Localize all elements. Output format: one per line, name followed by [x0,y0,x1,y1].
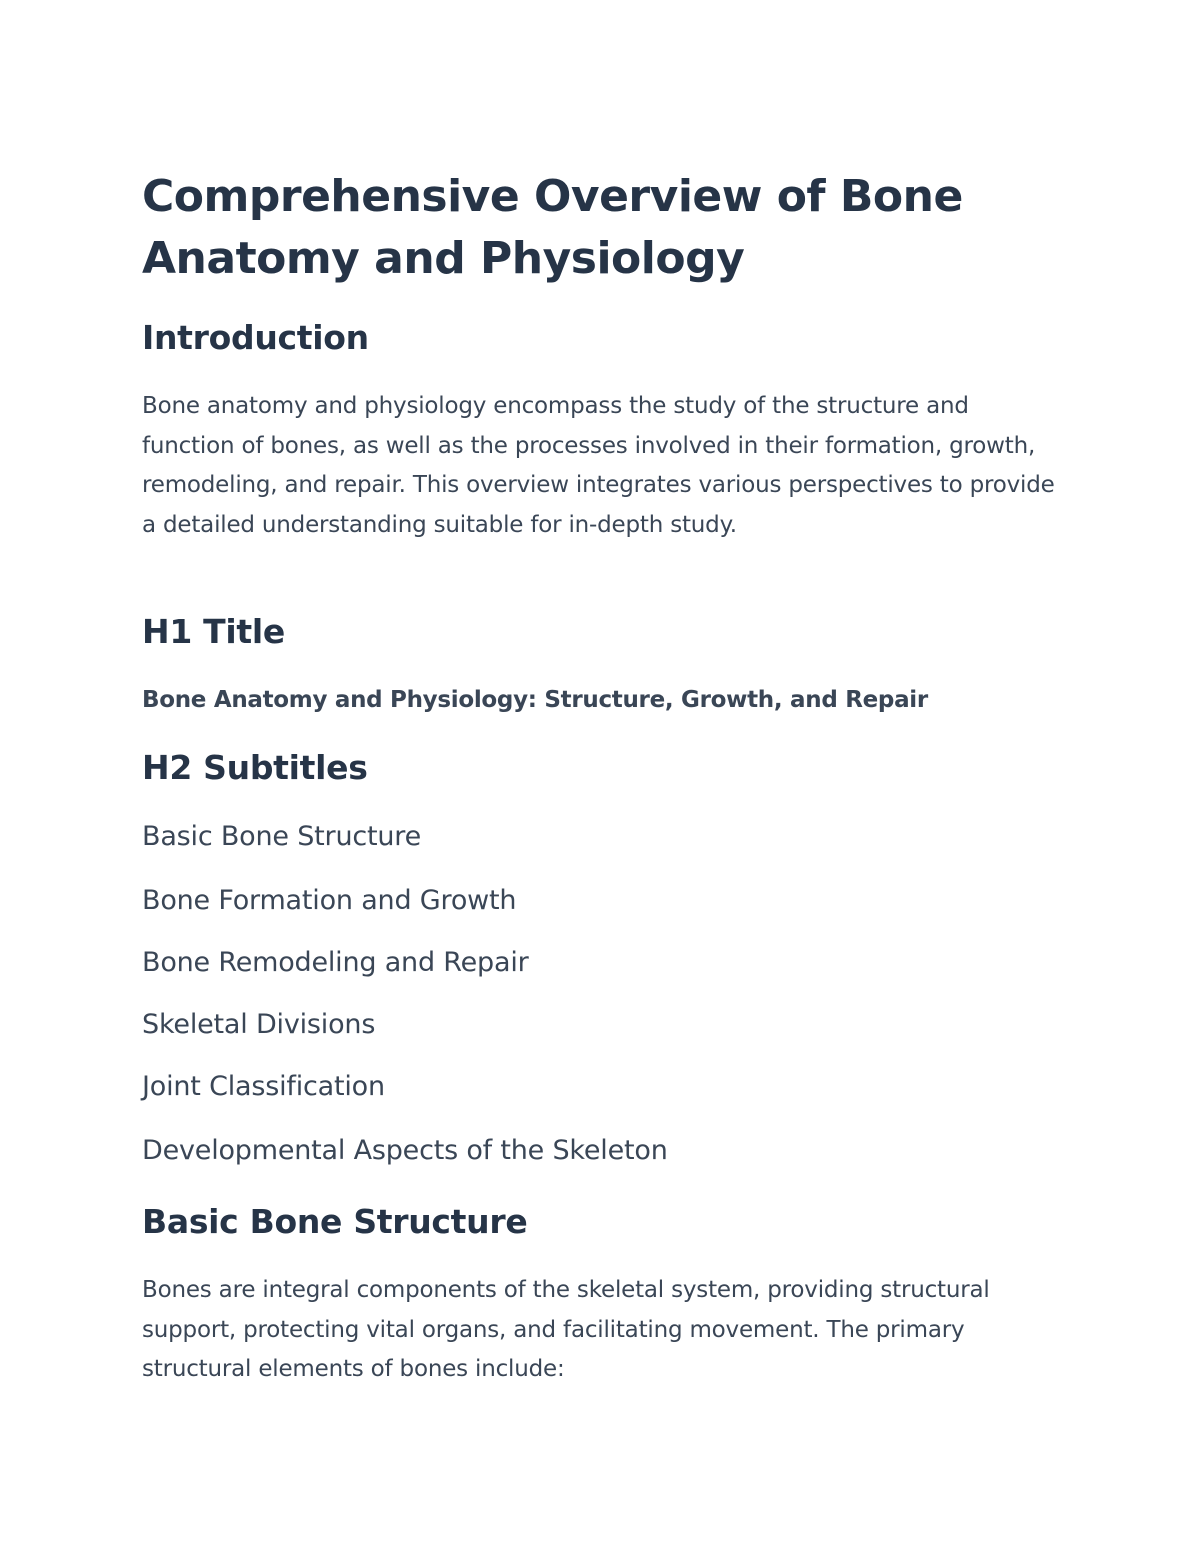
subtitle-item: Basic Bone Structure [142,821,422,852]
subtitle-item: Joint Classification [142,1071,385,1102]
basic-bone-structure-heading: Basic Bone Structure [142,1202,528,1241]
document-title: Comprehensive Overview of Bone Anatomy and Physiology [142,171,963,284]
h1-title-text: Bone Anatomy and Physiology: Structure, Growth, and Repair [142,687,928,713]
basic-bone-structure-paragraph: Bones are integral components of the skeletal system, providing structural support, protecting vital organs, and facilitating movement. The primary structural elements of bones include: [142,1277,990,1382]
h2-subtitles-heading: H2 Subtitles [142,748,368,787]
introduction-heading: Introduction [142,318,369,357]
subtitle-item: Bone Remodeling and Repair [142,947,529,978]
introduction-paragraph: Bone anatomy and physiology encompass the study of the structure and function of bones, as well as the processes involved in their formation, growth, remodeling, and repair. This overview integrates various perspectives to provide a detailed understanding suitable for in-depth study. [142,393,1055,538]
h1-title-heading: H1 Title [142,612,285,651]
subtitle-item: Developmental Aspects of the Skeleton [142,1135,668,1166]
subtitle-item: Skeletal Divisions [142,1009,376,1040]
subtitle-item: Bone Formation and Growth [142,885,517,916]
